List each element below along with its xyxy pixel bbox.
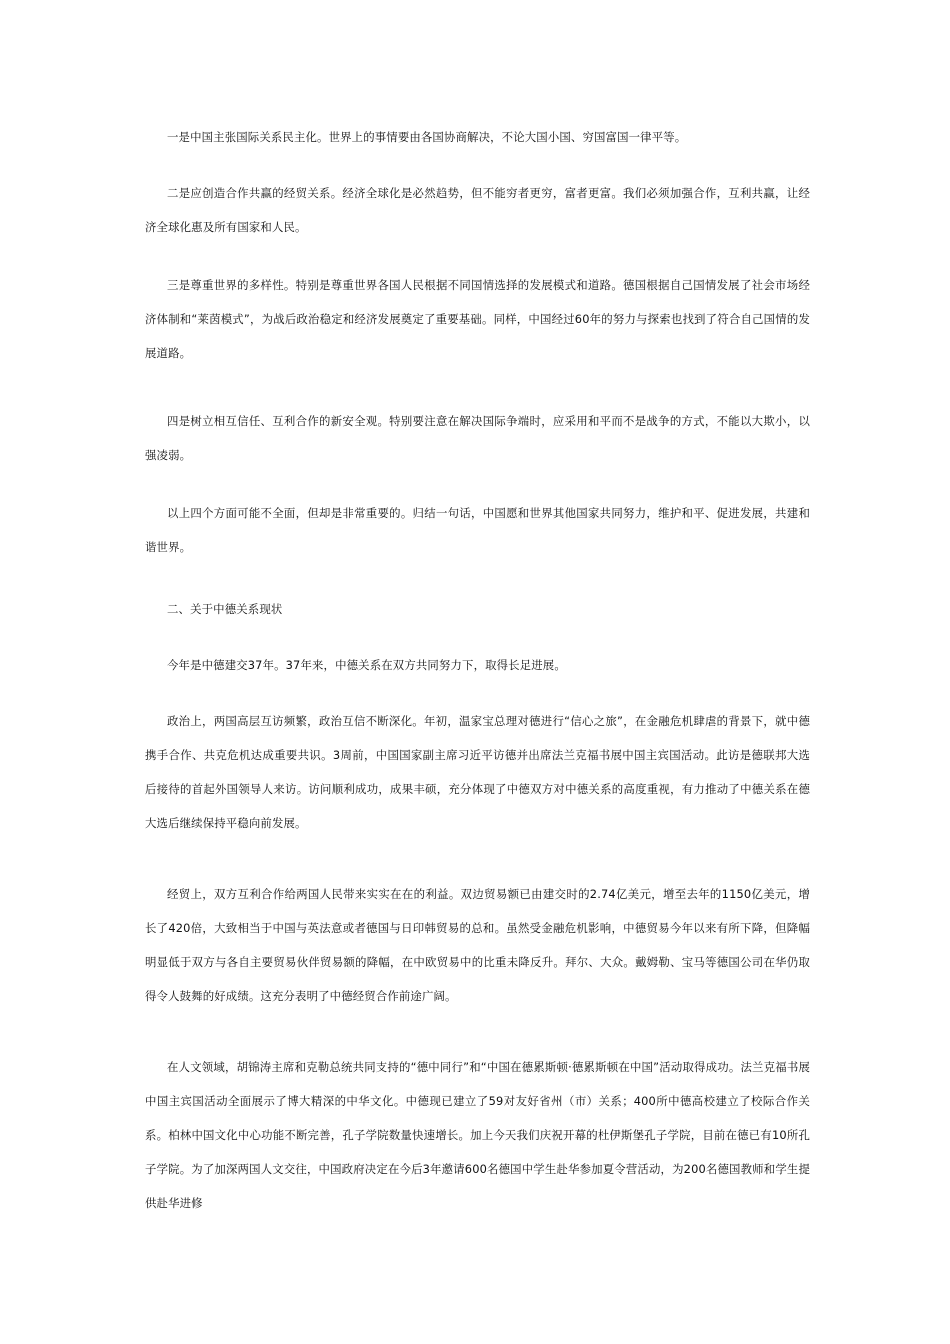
paragraph-summary: 以上四个方面可能不全面，但却是非常重要的。归结一句话，中国愿和世界其他国家共同努力，维护和平、促进发展，共建和谐世界。 bbox=[145, 506, 810, 554]
paragraph-culture: 在人文领域，胡锦涛主席和克勒总统共同支持的“德中同行”和“中国在德累斯顿·德累斯顿在中国”活动取得成功。法兰克福书展中国主宾国活动全面展示了博大精深的中华文化。中德现已建立了59对友好省州（市）关系；400所中德高校建立了校际合作关系。柏林中国文化中心功能不断完善，孔子学院数量快速增长。加上今天我们庆祝开幕的杜伊斯堡孔子学院，目前在德已有10所孔子学院。为了加深两国人文交往，中国政府决定在今后3年邀请600名德国中学生赴华参加夏令营活动，为200名德国教师和学生提供赴华进修 bbox=[145, 1060, 810, 1210]
paragraph-diversity: 三是尊重世界的多样性。特别是尊重世界各国人民根据不同国情选择的发展模式和道路。德国根据自己国情发展了社会市场经济体制和“莱茵模式”，为战后政治稳定和经济发展奠定了重要基础。同样，中国经过60年的努力与探索也找到了符合自己国情的发展道路。 bbox=[145, 278, 810, 360]
paragraph-economy-trade: 经贸上，双方互利合作给两国人民带来实实在在的利益。双边贸易额已由建交时的2.74亿美元，增至去年的1150亿美元，增长了420倍，大致相当于中国与英法意或者德国与日印韩贸易的总和。虽然受金融危机影响，中德贸易今年以来有所下降，但降幅明显低于双方与各自主要贸易伙伴贸易额的降幅，在中欧贸易中的比重未降反升。拜尔、大众。戴姆勒、宝马等德国公司在华仍取得令人鼓舞的好成绩。这充分表明了中德经贸合作前途广阔。 bbox=[145, 887, 810, 1003]
section-heading: 二、关于中德关系现状 bbox=[167, 602, 283, 616]
paragraph-37-years: 今年是中德建交37年。37年来，中德关系在双方共同努力下，取得长足进展。 bbox=[167, 658, 566, 672]
paragraph-win-win-trade: 二是应创造合作共赢的经贸关系。经济全球化是必然趋势，但不能穷者更穷，富者更富。我们必须加强合作，互利共赢，让经济全球化惠及所有国家和人民。 bbox=[145, 186, 810, 234]
paragraph-security-concept: 四是树立相互信任、互利合作的新安全观。特别要注意在解决国际争端时，应采用和平而不是战争的方式，不能以大欺小，以强凌弱。 bbox=[145, 414, 810, 462]
paragraph-politics: 政治上，两国高层互访频繁，政治互信不断深化。年初，温家宝总理对德进行“信心之旅”，在金融危机肆虐的背景下，就中德携手合作、共克危机达成重要共识。3周前，中国国家副主席习近平访德并出席法兰克福书展中国主宾国活动。此访是德联邦大选后接待的首起外国领导人来访。访问顺利成功，成果丰硕，充分体现了中德双方对中德关系的高度重视，有力推动了中德关系在德大选后继续保持平稳向前发展。 bbox=[145, 714, 810, 830]
paragraph-democratization: 一是中国主张国际关系民主化。世界上的事情要由各国协商解决，不论大国小国、穷国富国一律平等。 bbox=[167, 130, 687, 144]
